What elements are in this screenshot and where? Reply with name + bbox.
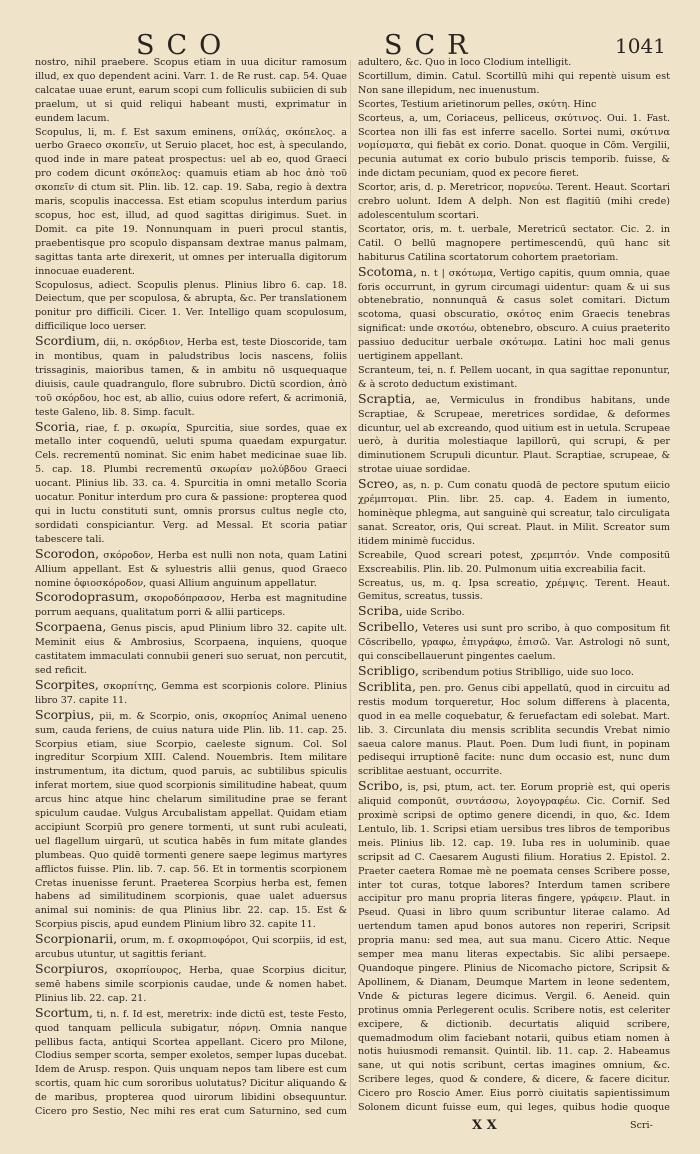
entry-text: orum, m. f. σκορπιοφόροι, Qui scorpiis, id est, arcubus utuntur, ut sagittis feriant.	[35, 935, 347, 961]
dictionary-entry	[358, 70, 670, 98]
entry-headword: Scorodon,	[35, 545, 100, 561]
entry-text: Screabile, Quod screari potest, χρεμπτόν. Vnde compositū Exscreabilis. Plin. lib. 20. Pulmonum uitia excreabilia facit.	[358, 549, 670, 575]
entry-text: Scortor, aris, d. p. Meretricor, πορνεύω. Terent. Heaut. Scortari crebro uolunt. Idem A delph. Non est flagitiū (mihi crede) adolescentulum scortari.	[358, 182, 670, 221]
entry-text: Scorteus, a, um, Coriaceus, pelliceus, σκύτινος. Oui. 1. Fast. Scortea non illi fas est inferre sacello. Sortei numi, σκύτινα νομίσματα, qui fiebāt ex corio. Donat. quoque in Cōm. Vergilii, pecunia autumat ex corio bubulo priscis temporib. fuisse, & inde dictam pecuniam, quod ex pecore fieret.	[358, 112, 670, 180]
dictionary-entry	[35, 126, 347, 279]
entry-headword: Scoria,	[35, 418, 80, 434]
dictionary-entry	[358, 680, 670, 779]
dictionary-entry	[358, 620, 670, 664]
entry-text: Scranteum, tei, n. f. Pellem uocant, in qua sagittae reponuntur, & à scroto deductum existimant.	[358, 364, 670, 390]
dictionary-entry	[358, 549, 670, 577]
dictionary-entry	[35, 962, 347, 1006]
dictionary-entry	[35, 279, 347, 335]
dictionary-entry	[358, 477, 670, 549]
entry-headword: Scriba,	[358, 603, 403, 619]
entry-text: Scortes, Testium arietinorum pelles, σκύτη. Hinc	[358, 98, 597, 110]
dictionary-entry	[35, 590, 347, 620]
entry-text: n. t | σκότωμα, Vertigo capitis, quum omnia, quae foris occurrunt, in gyrum circumagi uidentur: quam & ui sus obtenebratio, nonnunquā & casus solet comitari. Dictum scotoma, quasi obscuratio, σκότος enim Graecis tenebras significat: unde σκοτόω, obtenebro, obscuro. A cuius praeterito passiuo deducitur uerbale σκότωμα. Latini hoc mali genus uertiginem appellant.	[358, 267, 670, 363]
entry-headword: Scribello,	[358, 619, 419, 635]
entry-text: as, n. p. Cum conatu quodā de pectore sputum eiicio χρέμπτομαι. Plin. libr. 25. cap. 4. Eadem in iumento, hominèque phlegma, aut sanguinè qui screatur, talo circuligata sanat. Screator, oris, Qui screat. Plaut. in Milit. Screator sum itidem minimè fuccidus.	[358, 480, 670, 547]
entry-headword: Scraptia,	[358, 390, 416, 406]
dictionary-entry	[35, 56, 347, 126]
entry-headword: Scorpites,	[35, 676, 99, 692]
entry-text: dii, n. σκόρδιον, Herba est, teste Dioscoride, tam in montibus, quam in paludstribus locis nascens, foliis trissaginis, maioribus tamen, & in ambitu nō usquequaque diuisis, caule quadrangulo, flore subrubro. Dictū scordion, ἀπὸ τοῦ σκόρδου, hoc est, ab allio, cuius odore refert, & acrimoniā, teste Galeno, lib. 8. Simp. facult.	[35, 337, 347, 418]
entry-headword: Scorpius,	[35, 706, 95, 722]
dictionary-entry	[35, 420, 347, 547]
dictionary-entry	[35, 708, 347, 933]
entry-text: Screatus, us, m. q. Ipsa screatio, χρέμψις. Terent. Heaut. Gemitus, screatus, tussis.	[358, 577, 670, 603]
dictionary-entry	[35, 678, 347, 708]
dictionary-entry	[358, 56, 670, 70]
dictionary-entry	[358, 265, 670, 364]
entry-text: Veteres usi sunt pro scribo, à quo compositum fit Cōscribello, γραφω, ἐπιγράφω, ἐπισῶ. Var. Astrologi nō sunt, qui conscibellauerunt pingentes caelum.	[358, 623, 670, 663]
dictionary-entry	[358, 392, 670, 477]
entry-headword: Scorpaena,	[35, 619, 107, 635]
entry-text: ti, n. f. Id est, meretrix: inde dictū est, teste Festo, quod tanquam pellicula subigatur, πόρνη. Omnia nanque pellibus facta, antiqui Scortea appellant. Cicero pro Milone, Clodius semper scorta, semper exoletos, semper lupas ducebat. Idem de Arusp. respon. Quis unquam nepos tam libere est cum scortis, quam hic cum sororibus uolutatus? Dicitur aliquando & de maribus, propterea quod uirorum libidini obsequuntur. Cicero pro Sestio, Nec mihi res erat cum Saturnino, sed cum	[35, 1008, 347, 1116]
left-column	[35, 56, 347, 1116]
entry-headword: Scotoma,	[358, 263, 417, 279]
page-number: 1041	[615, 34, 666, 58]
entry-text: Scopulosus, adiect. Scopulis plenus. Plinius libro 6. cap. 18. Deiectum, que per scopulosa, & abrupta, &c. Per translationem ponitur pro difficili. Cicer. 1. Ver. Intelligo quam scopulosum, difficilique loco uerser.	[35, 279, 347, 333]
entry-text: σκοροδόπρασον, Herba est magnitudine porrum aequans, qualitatum porri & allii particeps.	[35, 593, 347, 619]
dictionary-entry	[358, 604, 670, 620]
dictionary-entry	[358, 364, 670, 392]
dictionary-entry	[358, 112, 670, 182]
entry-text: Genus piscis, apud Plinium libro 32. capite ult. Meminit eius & Ambrosius, Scorpaena, inquiens, quoque castitatem immaculati connubii generi suo seruat, non percutit, sed reficit.	[35, 623, 347, 676]
entry-text: nostro, nihil praebere. Scopus etiam in uua dicitur ramosum illud, ex quo dependent acini. Varr. 1. de Re rust. cap. 54. Quae calcatae uuae erunt, earum scopi cum folliculis subiicien di sub praelum, ut si quid reliqui habeant musti, exprimatur in eundem lacum.	[35, 57, 347, 124]
dictionary-entry	[358, 223, 670, 265]
dictionary-entry	[358, 181, 670, 223]
dictionary-entry	[358, 98, 670, 112]
dictionary-entry	[35, 1006, 347, 1116]
right-column	[358, 56, 670, 1116]
column-gutter	[350, 60, 351, 1110]
running-head-right: SCR	[384, 30, 480, 61]
entry-text: is, psi, ptum, act. ter. Eorum propriè est, qui operis aliquid componūt, συντάσσω, λογογραφέω. Cic. Cornif. Sed proximè scripsi de optimo genere dicendi, in quo, &c. Idem Lentulo, lib. 1. Scripsi etiam uersibus tres libros de temporibus meis. Plinius lib. 12. cap. 19. Iuba res in uoluminib. quae scripsit ad C. Caesarem Augusti filium. Horatius 2. Epistol. 2. Praeter caetera Romae mè ne poemata censes Scribere posse, inter tot curas, totque labores? Interdum tamen scribere accipitur pro manu propria literas fingere, γράφειν. Plaut. in Pseud. Quasi in libro quum scribuntur literae calamo. Ad uertendum tamen apud bonos autores non reperiri, Scripsit propria manu: sed mea, aut sua manu. Cicero Attic. Neque semper mea manu literas expectabis. Sic alibi persaepe. Quandoque pingere. Plinius de Nicomacho pictore, Scripsit & Apollinem, & Dianam, Deumque Martem in leone sedentem, Vnde & picturas legere dicimus. Vergil. 6. Aeneid. quin protinus omnia Perlegerent oculis. Scribere notis, est celeriter excipere, & dictionib. decurtatis aliquid scribere, quemadmodum olim faciebant notarii, quibus etiam nomen à notis huiusmodi remansit. Quintil. lib. 11. cap. 2. Habeamus sane, ut qui notis scribunt, certas imagines omnium, &c. Scribere leges, quod & condere, & dicere, & facere dicitur. Cicero pro Roscio Amer. Eius porrò ciuitatis sapientissimum Solonem dicunt fuisse eum, qui leges, quibus hodie quoque	[358, 782, 670, 1114]
signature-mark: X X	[472, 1118, 497, 1133]
entry-text: pii, m. & Scorpio, onis, σκορπίος Animal ueneno sum, cauda feriens, de cuius natura uide Plin. lib. 11. cap. 25. Scorpius etiam, siue Scorpio, caeleste signum. Col. Sol ingreditur Scorpium XIII. Calend. Nouembris. Item militare instrumentum, ita dictum, quod paruis, ac subtilibus spiculis inferat mortem, siue quod scorpionis similitudine habeat, quum arcus hinc atque hinc chelarum similitudine prae se ferant spiculum caudae. Vulgus Arcubalistam appellat. Quidam etiam accipiunt Scorpiū pro genere tormenti, ut sunt rubi aculeati, uel flagellum uirgarū, ut scutica habēs in fum mitate glandes plumbeas. Quo quidē tormenti genere saepe legimus martyres afflictos fuisse. Plin. lib. 7. cap. 56. Et in tormentis scorpionem Cretas inuenisse ferunt. Praeterea Scorpius herba est, femen habens ad similitudinem scorpionis, quae ualet aduersus animal sui nominis: de qua Plinius libr. 22. cap. 15. Est & Scorpius piscis, apud eundem Plinium libro 32. capite 11.	[35, 710, 347, 931]
entry-headword: Scorpiuros,	[35, 961, 109, 976]
entry-text: σκόροδον, Herba est nulli non nota, quam Latini Allium appellant. Est & syluestris allii genus, quod Graeco nomine ὀφιοσκόροδον, quasi Allium anguinum appellatur.	[35, 549, 347, 589]
entry-text: Scopulus, li, m. f. Est saxum eminens, σπίλάς, σκόπελος. a uerbo Graeco σκοπεῖν, ut Seruio placet, hoc est, à speculando, quod inde in mare pateat prospectus: uel ab eo, quod Graeci pro codem dicunt σκόπελος: quamuis etiam ab hoc ἀπὸ τοῦ σκοπεῖν di ctum sit. Plin. lib. 12. cap. 19. Saba, regio à dextra maris, scopulis inaccessa. Est etiam scopulus interdum parius scopus, hoc est, illud, ad quod sagittas dirigimus. Suet. in Domit. ca pite 19. Nonnunquam in pueri procul stantis, praebentisque pro scopulo dispansam dextrae manus palmam, sagittas tanta arte direxerit, ut omnes per interualla digitorum innocuae euaderent.	[35, 126, 347, 277]
dictionary-entry	[358, 664, 670, 680]
running-head-left: SCO	[136, 30, 234, 61]
entry-headword: Scorodoprasum,	[35, 589, 139, 605]
dictionary-entry	[35, 334, 347, 419]
entry-headword: Scorpionarii,	[35, 931, 118, 947]
entry-headword: Scribligo,	[358, 662, 420, 678]
catchword: Scri-	[630, 1120, 653, 1131]
entry-text: ae, Vermiculus in frondibus habitans, unde Scraptiae, & Scrupeae, meretrices sordidae, & deformes dicuntur, uel ab excreando, quod uitium est in uetula. Scrupeae uerò, à duritia molestiaque lapillorū, qui scrupi, & per diminutionem Scrupuli dicuntur. Plaut. Scraptiae, scrupeae, & strotae uiuae sordidae.	[358, 394, 670, 476]
entry-headword: Scordium,	[35, 333, 100, 349]
dictionary-entry	[358, 779, 670, 1116]
entry-text: uide Scribo.	[406, 607, 465, 619]
entry-headword: Scortum,	[35, 1004, 93, 1020]
dictionary-entry	[358, 577, 670, 605]
entry-headword: Scriblita,	[358, 678, 416, 694]
entry-headword: Scribo,	[358, 778, 404, 794]
entry-headword: Screo,	[358, 476, 399, 492]
entry-text: pen. pro. Genus cibi appellatū, quod in circuitu ad restis modum torqueretur, Hoc solum differens à placenta, quod in ea melle coquebatur, & feruefactam edi solebat. Mart. lib. 3. Circunlata diu mensis scriblita secundis Vrebat nimio saeua calore manus. Plaut. Poen. Dum ludi fiunt, in popinam pedisequi irruptionē facite: nunc dum occasio est, nunc dum scriblitae aestuant, occurrite.	[358, 682, 670, 778]
entry-text: Scortillum, dimin. Catul. Scortillū mihi qui repentè uisum est Non sane illepidum, nec inuenustum.	[358, 70, 670, 96]
entry-text: scribendum potius Striblligo, uide suo loco.	[422, 666, 634, 678]
dictionary-entry	[35, 932, 347, 962]
entry-text: Scortator, oris, m. t. uerbale, Meretricū sectator. Cic. 2. in Catil. O bellū magnopere pertimescendū, quū hanc sit habiturus Catilina scortatorum cohortem praetoriam.	[358, 223, 670, 263]
entry-text: σκορπίτης, Gemma est scorpionis colore. Plinius libro 37. capite 11.	[35, 680, 347, 706]
dictionary-entry	[35, 547, 347, 591]
entry-text: σκορπίουρος, Herba, quae Scorpius dicitur, semē habens simile scorpionis caudae, unde & nomen habet. Plinius lib. 22. cap. 21.	[35, 965, 347, 1004]
entry-text: riae, f. p. σκωρία, Spurcitia, siue sordes, quae ex metallo inter coquendū, ueluti spuma quaedam expurgatur. Cels. recrementū nominat. Sic enim habet medicinae suae lib. 5. cap. 18. Plumbi recrementū σκωρίαν μολύβδου Graeci uocant. Plinius lib. 33. ca. 4. Spurcitia in omni metallo Scoria uocatur. Ponitur interdum pro cura & passione: propterea quod qui in luctu constituti sunt, omnis prorsus cultus negle cto, sordidati conspiciantur. Verg. ad Messal. Et scoria patiar tabescere tali.	[35, 422, 347, 545]
dictionary-entry	[35, 620, 347, 678]
entry-text: adultero, &c. Quo in loco Clodium intelligit.	[358, 57, 572, 68]
